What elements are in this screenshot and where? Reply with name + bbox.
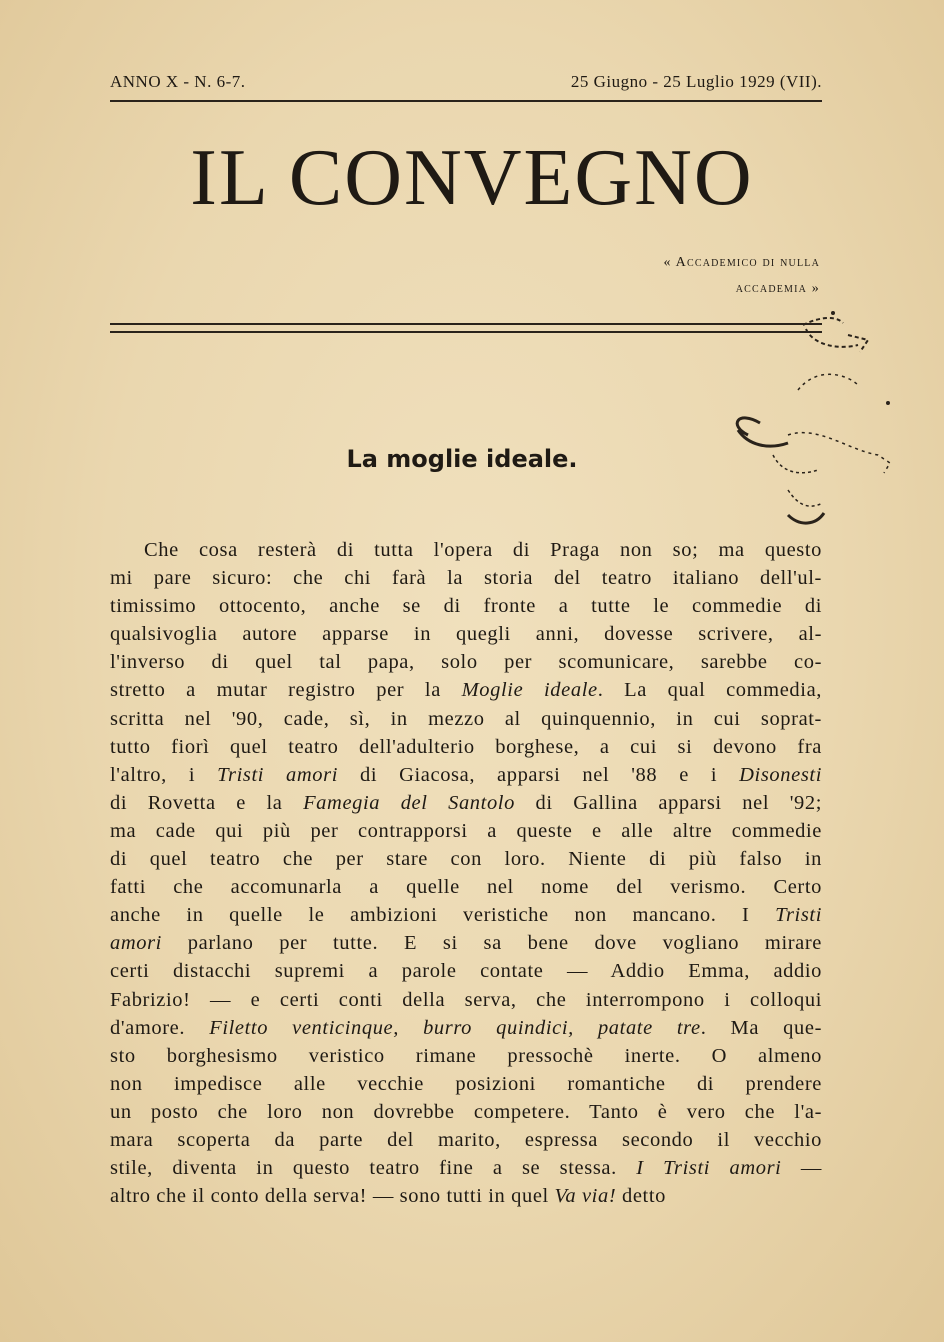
body-line bbox=[110, 957, 822, 985]
italic-title-text: Tristi amori bbox=[217, 763, 339, 786]
body-line bbox=[110, 986, 822, 1014]
body-text-run: — bbox=[781, 1157, 822, 1180]
body-text-run: l'inverso di quel tal papa, solo per scomunicare, sarebbe co- bbox=[110, 651, 822, 674]
motto-line-1: « Accademico di nulla bbox=[663, 255, 820, 270]
body-text-run: qualsivoglia autore apparse in quegli anni, dovesse scrivere, al- bbox=[110, 623, 822, 646]
body-line bbox=[110, 592, 822, 620]
body-text-run: parlano per tutte. E si sa bene dove vogliano mirare bbox=[161, 932, 822, 955]
body-text-run: mi pare sicuro: che chi farà la storia del teatro italiano dell'ul- bbox=[110, 567, 822, 590]
body-text-run: altro che il conto della serva! — sono tutti in quel bbox=[110, 1185, 555, 1208]
body-line bbox=[110, 1182, 822, 1210]
masthead-title: IL CONVEGNO bbox=[190, 134, 754, 222]
italic-title-text: Famegia del Santolo bbox=[303, 791, 515, 814]
issue-header bbox=[110, 72, 822, 92]
body-text-run: Che cosa resterà di tutta l'opera di Praga non so; ma questo bbox=[144, 539, 822, 561]
body-text-run: di quel teatro che per stare con loro. Niente di più falso in bbox=[110, 848, 822, 871]
body-line bbox=[110, 789, 822, 817]
body-line bbox=[110, 1014, 822, 1042]
body-text-run: sto borghesismo veristico rimane pressochè inerte. O almeno bbox=[110, 1044, 822, 1067]
header-rule bbox=[110, 100, 822, 102]
italic-title-text: Va via! bbox=[554, 1185, 617, 1208]
body-text-run: stile, diventa in questo teatro fine a se stessa. bbox=[110, 1157, 637, 1180]
body-line bbox=[110, 1098, 822, 1126]
body-text-run: ma cade qui più per contrapporsi a queste e alle altre commedie bbox=[110, 819, 822, 842]
body-line bbox=[110, 676, 822, 704]
body-line bbox=[110, 845, 822, 873]
body-text-run: . La qual commedia, bbox=[597, 679, 822, 702]
issue-number: ANNO X - N. 6-7. bbox=[110, 72, 246, 91]
body-text-run: di Giacosa, apparsi nel '88 e i bbox=[338, 763, 740, 786]
body-line bbox=[110, 873, 822, 901]
body-text-run: detto bbox=[616, 1185, 666, 1208]
body-text-run: anche in quelle le ambizioni veristiche non mancano. I bbox=[110, 904, 776, 927]
body-line bbox=[110, 817, 822, 845]
body-text-run: di Rovetta e la bbox=[110, 791, 304, 814]
motto-line-2: accademia » bbox=[735, 281, 820, 296]
issue-date: 25 Giugno - 25 Luglio 1929 (VII). bbox=[570, 72, 822, 91]
body-text-run: l'altro, i bbox=[110, 763, 218, 786]
body-text-run: un posto che loro non dovrebbe competere. Tanto è vero che l'a- bbox=[110, 1100, 822, 1123]
italic-title-text: I Tristi amori bbox=[636, 1157, 782, 1180]
italic-title-text: Filetto venticinque, burro quindici, patate tre bbox=[209, 1016, 701, 1039]
body-text-run: scritta nel '90, cade, sì, in mezzo al quinquennio, in cui soprat- bbox=[110, 707, 822, 730]
body-text-run: mara scoperta da parte del marito, espressa secondo il vecchio bbox=[110, 1128, 822, 1151]
body-text-run: fatti che accomunarla a quelle nel nome del verismo. Certo bbox=[110, 876, 822, 899]
masthead-double-rule bbox=[110, 323, 822, 333]
body-text-run: di Gallina apparsi nel '92; bbox=[514, 791, 822, 814]
body-text-run: Fabrizio! — e certi conti della serva, che interrompono i colloqui bbox=[110, 988, 822, 1011]
body-line bbox=[110, 1154, 822, 1182]
body-line bbox=[110, 733, 822, 761]
body-line bbox=[110, 761, 822, 789]
body-line bbox=[110, 929, 822, 957]
italic-title-text: amori bbox=[110, 932, 162, 955]
body-line bbox=[110, 620, 822, 648]
body-line bbox=[110, 536, 822, 564]
body-line bbox=[110, 1042, 822, 1070]
body-text-run: tutto fiorì quel teatro dell'adulterio borghese, a cui si devono fra bbox=[110, 735, 822, 758]
body-line bbox=[110, 1070, 822, 1098]
body-text-run: non impedisce alle vecchie posizioni romantiche di prendere bbox=[110, 1072, 822, 1095]
body-text-run: . Ma que- bbox=[700, 1016, 822, 1039]
body-text-run: certi distacchi supremi a parole contate — Addio Emma, addio bbox=[110, 960, 822, 983]
body-line bbox=[110, 901, 822, 929]
body-line bbox=[110, 1126, 822, 1154]
article-body bbox=[110, 536, 822, 1210]
body-text-run: d'amore. bbox=[110, 1016, 210, 1039]
italic-title-text: Disonesti bbox=[739, 763, 822, 786]
article-title: La moglie ideale. bbox=[346, 445, 578, 473]
body-text-run: stretto a mutar registro per la bbox=[110, 679, 462, 702]
body-line bbox=[110, 648, 822, 676]
italic-title-text: Moglie ideale bbox=[461, 679, 598, 702]
body-line bbox=[110, 705, 822, 733]
masthead-motto bbox=[520, 250, 820, 302]
ink-flourish-ornament bbox=[728, 305, 908, 535]
body-line bbox=[110, 564, 822, 592]
italic-title-text: Tristi bbox=[775, 904, 822, 927]
body-text-run: timissimo ottocento, anche se di fronte a tutte le commedie di bbox=[110, 595, 822, 618]
